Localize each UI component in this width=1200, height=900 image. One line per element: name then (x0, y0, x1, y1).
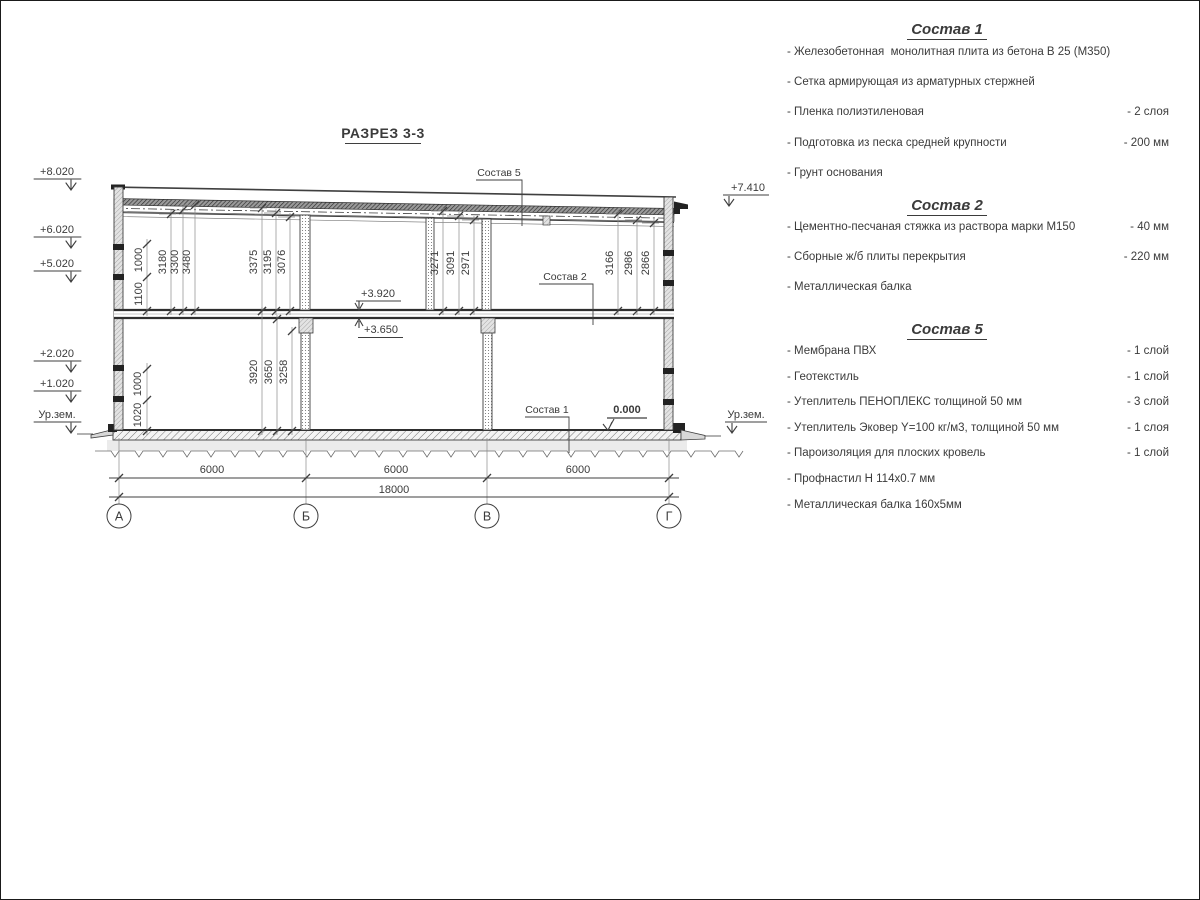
elevation-mark (34, 224, 81, 248)
dim-label: 3166 (604, 250, 616, 276)
spec-item (787, 76, 1169, 106)
spec-item-name: - Пленка полиэтиленовая (787, 106, 924, 119)
dim-label: 1020 (132, 402, 144, 428)
roof-gutter (674, 202, 688, 215)
spec-item (787, 422, 1169, 448)
roof-stub (543, 216, 550, 225)
spec-item (787, 473, 1169, 499)
columns (299, 215, 495, 430)
column-B-lower (301, 333, 310, 430)
spec-item-name: - Цементно-песчаная стяжка из раствора марки М150 (787, 221, 1076, 233)
dim-label: 3480 (181, 249, 193, 275)
spec-sostav-2 (787, 197, 1169, 312)
spec-item-value: - 1 слоя (1127, 421, 1169, 434)
spec-item-value: - 1 слой (1126, 345, 1169, 357)
spec-item (787, 106, 1169, 136)
column-V-lower (483, 333, 492, 430)
svg-text:+7.410: +7.410 (731, 182, 765, 194)
dim-label: 2866 (640, 250, 652, 276)
spec-item (787, 221, 1169, 251)
capital-V (481, 318, 495, 333)
spec-item-value: - 1 слой (1126, 370, 1169, 383)
dim-label: 18000 (378, 484, 410, 496)
dim-label: 3258 (278, 359, 290, 385)
spec-item (787, 499, 1169, 525)
spec-item (787, 371, 1169, 397)
spec-title: Состав 1 (787, 21, 1107, 38)
dim-label: 3300 (169, 249, 181, 275)
spec-item-value: - 2 слоя (1127, 106, 1169, 119)
axis-label: Б (301, 509, 311, 524)
svg-text:+3.650: +3.650 (364, 324, 398, 336)
dim-label: 1000 (133, 247, 145, 273)
dim-label: 3650 (263, 359, 275, 385)
capital-B (299, 318, 313, 333)
left-wall (114, 187, 123, 430)
elevation-mark (34, 258, 81, 282)
floor-slab (114, 310, 674, 318)
svg-text:Ур.зем.: Ур.зем. (727, 409, 765, 421)
spec-item-value: - 200 мм (1123, 136, 1169, 149)
dim-label: 1000 (132, 371, 144, 397)
spec-title: Состав 5 (787, 321, 1107, 338)
svg-text:+2.020: +2.020 (40, 348, 74, 360)
dim-label: 3076 (276, 249, 288, 275)
spec-item-name: - Сетка армирующая из арматурных стержней (787, 76, 1035, 89)
svg-text:+1.020: +1.020 (40, 378, 74, 390)
dim-label: 2986 (623, 250, 635, 276)
ground-floor-slab (113, 430, 681, 440)
spec-item-name: - Сборные ж/б плиты перекрытия (787, 251, 966, 264)
dim-label: 3195 (262, 249, 274, 275)
spec-item-name: - Железобетонная монолитная плита из бетона В 25 (М350) (787, 46, 1111, 58)
axis-label: Г (665, 509, 673, 524)
spec-item-name: - Геотекстиль (787, 370, 859, 383)
dim-label: 3091 (445, 250, 457, 276)
column-V-upper (482, 219, 491, 310)
spec-item (787, 447, 1169, 473)
spec-panel (787, 1, 1169, 561)
spec-item-value: - 1 слой (1126, 447, 1169, 460)
dim-label: 6000 (383, 464, 409, 476)
spec-item (787, 396, 1169, 422)
elevation-mark (34, 166, 81, 190)
elevation-mark (34, 348, 81, 372)
elevation-mark-ground-right (725, 409, 767, 433)
spec-item-value: - 220 мм (1123, 251, 1169, 264)
spec-item (787, 345, 1169, 371)
spec-item-name: - Мембрана ПВХ (787, 345, 877, 357)
elevation-marks-right (723, 182, 769, 433)
svg-text:0.000: 0.000 (613, 404, 641, 416)
elevation-mark-ground-left (34, 409, 81, 433)
spec-item-name: - Грунт основания (787, 166, 883, 179)
elevation-mark-zero (603, 404, 647, 431)
dim-label: 6000 (565, 464, 591, 476)
axis-bubbles (107, 504, 681, 528)
svg-text:+3.920: +3.920 (361, 288, 395, 300)
spec-item-value: - 40 мм (1130, 221, 1169, 233)
spec-title: Состав 2 (787, 197, 1107, 214)
dim-label: 3375 (248, 249, 260, 275)
svg-text:Состав 1: Состав 1 (525, 404, 569, 416)
dim-label: 3180 (157, 249, 169, 275)
svg-text:Состав 5: Состав 5 (477, 167, 521, 179)
spec-item-name: - Металлическая балка 160х5мм (787, 498, 962, 511)
drawing-title (341, 125, 425, 144)
svg-text:+8.020: +8.020 (40, 166, 74, 178)
spec-item-value: - 3 слой (1126, 396, 1169, 409)
spec-item (787, 251, 1169, 281)
dim-label: 3920 (248, 359, 260, 385)
svg-text:Ур.зем.: Ур.зем. (38, 409, 76, 421)
spec-item-name: - Утеплитель ПЕНОПЛЕКС толщиной 50 мм (787, 396, 1023, 409)
elevation-marks-left (34, 166, 81, 433)
parapet-top-line (112, 187, 676, 197)
spec-item-name: - Утеплитель Эковер Y=100 кг/м3, толщиной 50 мм (787, 421, 1059, 434)
roof (111, 185, 688, 227)
spec-item-name: - Профнастил Н 114х0.7 мм (787, 472, 936, 485)
axis-label: А (114, 509, 124, 524)
page-title: РАЗРЕЗ 3-3 (341, 125, 425, 141)
dim-label: 3271 (429, 250, 441, 276)
spec-sostav-1 (787, 21, 1169, 197)
svg-text:+5.020: +5.020 (40, 258, 74, 270)
dim-label: 1100 (133, 282, 145, 306)
left-apron (77, 424, 117, 438)
svg-text:Состав 2: Состав 2 (543, 271, 587, 283)
spec-item-name: - Пароизоляция для плоских кровель (787, 447, 986, 460)
elevation-mark (34, 378, 81, 402)
spec-item-name: - Подготовка из песка средней крупности (787, 136, 1007, 149)
spec-item (787, 137, 1169, 167)
spec-item (787, 281, 1169, 311)
elevation-mark-slab-bottom (355, 319, 403, 338)
elevation-mark-slab-top (355, 288, 401, 310)
spec-item (787, 167, 1169, 197)
spec-item-name: - Металлическая балка (787, 281, 912, 294)
ground (77, 423, 743, 457)
spec-sostav-5 (787, 321, 1169, 524)
dim-label: 6000 (199, 464, 225, 476)
column-B-upper (300, 215, 310, 310)
svg-text:+6.020: +6.020 (40, 224, 74, 236)
axis-label: В (482, 509, 492, 524)
ground-break-line (95, 451, 743, 457)
spec-item (787, 46, 1169, 76)
elevation-mark-roof-right (723, 182, 769, 206)
dim-label: 2971 (460, 250, 472, 276)
